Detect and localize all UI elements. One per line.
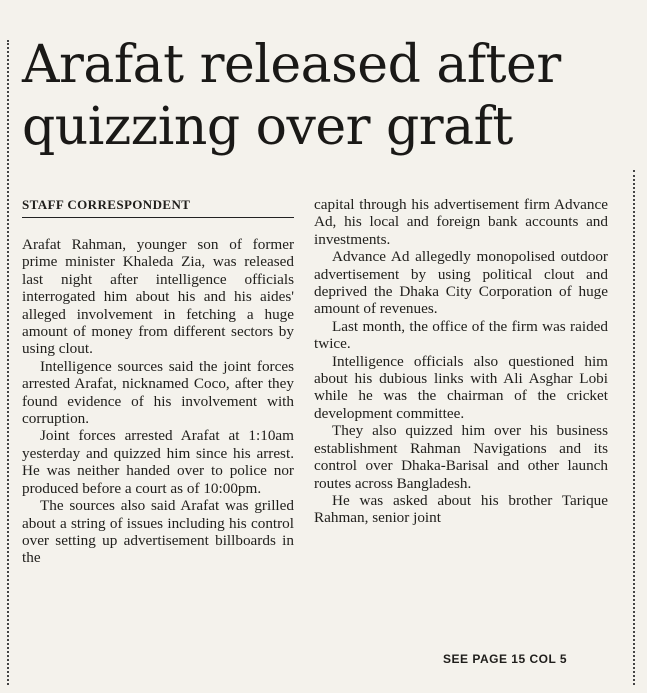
headline-line-2: quizzing over graft: [22, 97, 513, 157]
byline: STAFF CORRESPONDENT: [22, 196, 294, 218]
right-dotted-cut-line: [633, 170, 635, 685]
article-column-1: [22, 196, 294, 567]
paragraph: Joint forces arrested Arafat at 1:10am yesterday and quizzed him since his arrest. He was neither handed over to police nor produced before a court as of 10:00pm.: [22, 427, 294, 497]
headline: [22, 34, 622, 158]
paragraph: Intelligence officials also questioned him about his dubious links with Ali Asghar Lobi while he was the chairman of the cricket development committee.: [314, 352, 608, 422]
paragraph: Intelligence sources said the joint forces arrested Arafat, nicknamed Coco, after they found evidence of his involvement with corruption.: [22, 357, 294, 428]
paragraph: capital through his advertisement firm Advance Ad, his local and foreign bank accounts and investments.: [314, 196, 608, 248]
paragraph: Advance Ad allegedly monopolised outdoor advertisement by using political clout and deprived the Dhaka City Corporation of huge amount of revenues.: [314, 248, 608, 318]
headline-line-1: Arafat released after: [22, 35, 561, 95]
paragraph: The sources also said Arafat was grilled about a string of issues including his control over setting up advertisement billboards in the: [22, 497, 294, 567]
paragraph: Arafat Rahman, younger son of former prime minister Khaleda Zia, was released last night after intelligence officials interrogated him about his and his aides' alleged involvement in fetching a huge amount of money from different sectors by using clout.: [22, 236, 294, 358]
paragraph: They also quizzed him over his business establishment Rahman Navigations and its control over Dhaka-Barisal and other launch routes across Bangladesh.: [314, 422, 608, 492]
article-column-2: [314, 196, 608, 527]
paragraph: He was asked about his brother Tarique Rahman, senior joint: [314, 491, 608, 527]
continuation-jump-label: SEE PAGE 15 COL 5: [443, 652, 568, 666]
left-dotted-cut-line: [7, 40, 9, 685]
paragraph: Last month, the office of the firm was raided twice.: [314, 317, 608, 353]
